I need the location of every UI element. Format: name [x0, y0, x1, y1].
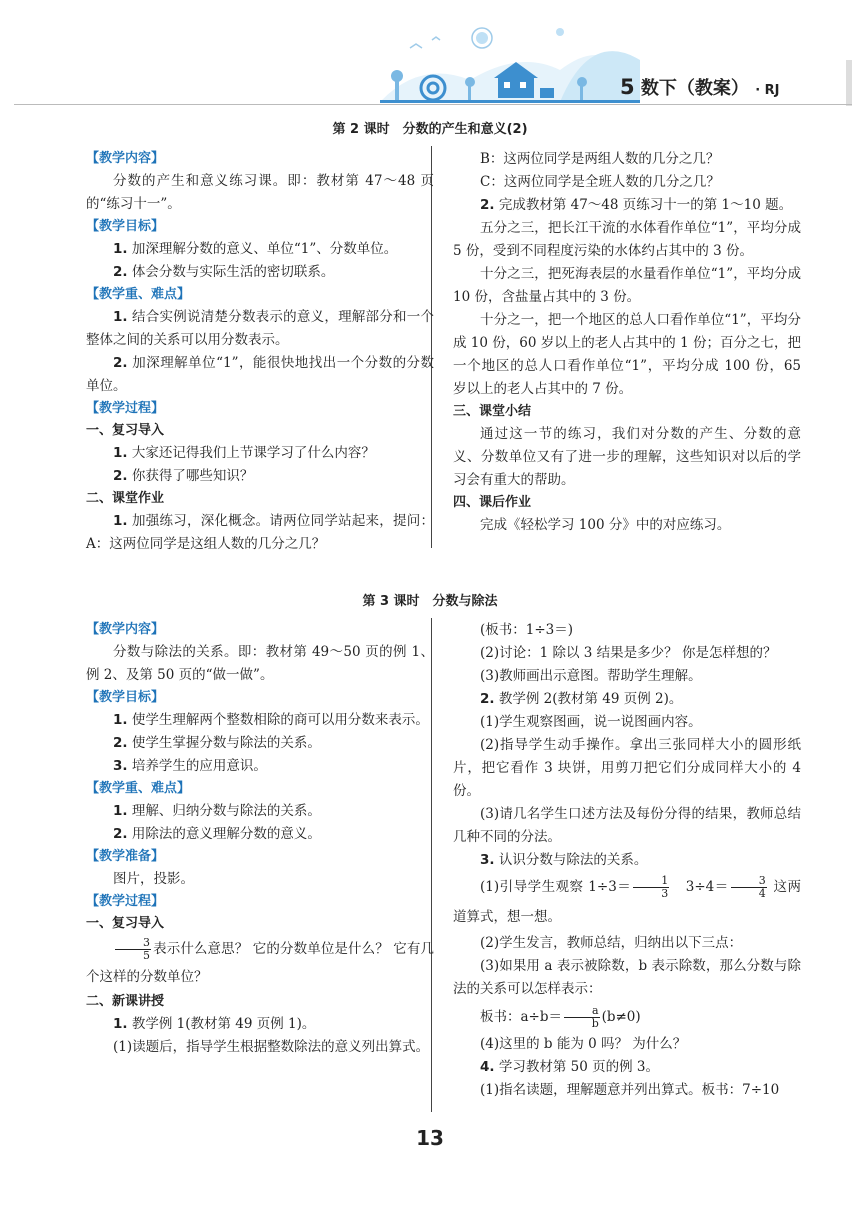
lesson3-formula: 板书：a÷b＝ $\frac{a}{b}$ (b≠0): [480, 1004, 641, 1030]
fraction-a-over-b: $\frac{a}{b}$: [564, 1005, 600, 1030]
lesson3-example-1-step-1: (1)读题后，指导学生根据整数除法的意义列出算式。: [113, 1039, 430, 1055]
page-number: 13: [416, 1126, 444, 1150]
lesson3-tag-process: 【教学过程】: [86, 894, 165, 909]
lesson2-summary-text: 通过这一节的练习，我们对分数的产生、分数的意义、分数单位又有了进一步的理解，这些知识对以后的学习会有重大的帮助。: [453, 426, 801, 488]
lesson2-review-1: 1. 大家还记得我们上节课学习了什么内容？: [113, 445, 375, 461]
lesson2-goal-2: 2. 体会分数与实际生活的密切联系。: [113, 264, 335, 280]
lesson3-tag-prep: 【教学准备】: [86, 849, 165, 864]
lesson2-right-column: [453, 148, 801, 537]
lesson3-section-new: 二、新课讲授: [86, 994, 165, 1009]
lesson3-section-review: 一、复习导入: [86, 916, 165, 931]
edition-suffix: · RJ: [755, 83, 780, 98]
lesson3-board-1: (板书：1÷3＝): [480, 622, 574, 638]
page-header: [0, 0, 860, 112]
lesson2-answer-2: 十分之三，把死海表层的水量看作单位“1”，平均分成 10 份，含盐量占其中的 3 份。: [453, 266, 801, 305]
lesson3-relation-step-2: (2)学生发言，教师总结，归纳出以下三点：: [480, 935, 743, 951]
header-rule: [14, 104, 852, 105]
lesson3-relation-step-4: (4)这里的 b 能为 0 吗？ 为什么？: [480, 1036, 687, 1052]
lesson3-example-2: 2. 教学例 2(教材第 49 页例 2)。: [480, 691, 683, 707]
lesson2-goal-1: 1. 加深理解分数的意义、单位“1”、分数单位。: [113, 241, 398, 257]
lesson3-left-column: [86, 619, 434, 1059]
lesson3-observe-equations: (1)引导学生观察 1÷3＝ $\frac{1}{3}$ 3÷4＝ $\frac{3}{4}$ 这两道算式，想一想。: [453, 874, 802, 925]
lesson2-review-2: 2. 你获得了哪些知识？: [113, 468, 254, 484]
lesson2-tag-goals: 【教学目标】: [86, 219, 165, 234]
lesson3-discuss: (2)讨论：1 除以 3 结果是多少？ 你是怎样想的？: [480, 645, 777, 661]
lesson3-example-1: 1. 教学例 1(教材第 49 页例 1)。: [113, 1016, 316, 1032]
lesson2-section-homework: 四、课后作业: [453, 495, 532, 510]
lesson3-relation-step-3: (3)如果用 a 表示被除数，b 表示除数，那么分数与除法的关系可以怎样表示：: [453, 958, 801, 997]
lesson2-section-classwork: 二、课堂作业: [86, 491, 165, 506]
lesson2-tag-key: 【教学重、难点】: [86, 287, 191, 302]
lesson2-section-summary: 三、课堂小结: [453, 404, 532, 419]
lesson3-prep-text: 图片，投影。: [113, 871, 194, 887]
book-edition-label: [620, 74, 780, 100]
lesson3-example-3: 4. 学习教材第 50 页的例 3。: [480, 1059, 659, 1075]
lesson2-key-1: 1. 结合实例说清楚分数表示的意义，理解部分和一个整体之间的关系可以用分数表示。: [86, 309, 434, 348]
lesson2-question-b: B：这两位同学是两组人数的几分之几？: [480, 151, 720, 167]
lesson3-content-text: 分数与除法的关系。即：教材第 49～50 页的例 1、例 2、及第 50 页的“做一做”。: [86, 644, 434, 683]
lesson3-diagram-step: (3)教师画出示意图。帮助学生理解。: [480, 668, 702, 684]
lesson3-review-text: $\frac{3}{5}$ 表示什么意思？ 它的分数单位是什么？ 它有几个这样的分数单位？: [86, 936, 434, 985]
lesson2-classwork-1: 1. 加强练习，深化概念。请两位同学站起来，提问：A：这两位同学是这组人数的几分之几？: [86, 513, 434, 552]
lesson2-tag-content: 【教学内容】: [86, 151, 165, 166]
lesson3-key-2: 2. 用除法的意义理解分数的意义。: [113, 826, 321, 842]
fraction-one-third: $\frac{1}{3}$: [633, 875, 669, 900]
lesson2-homework-text: 完成《轻松学习 100 分》中的对应练习。: [480, 517, 731, 533]
lesson3-relation-heading: 3. 认识分数与除法的关系。: [480, 852, 648, 868]
fraction-three-quarters: $\frac{3}{4}$: [731, 875, 767, 900]
lesson3-right-column: [453, 619, 801, 1102]
lesson3-tag-content: 【教学内容】: [86, 622, 165, 637]
lesson3-title: 第 3 课时 分数与除法: [362, 594, 498, 609]
lesson3-goal-2: 2. 使学生掌握分数与除法的关系。: [113, 735, 321, 751]
lesson3-key-1: 1. 理解、归纳分数与除法的关系。: [113, 803, 321, 819]
lesson3-example-3-step-1: (1)指名读题，理解题意并列出算式。板书：7÷10: [480, 1082, 780, 1098]
lesson3-goal-1: 1. 使学生理解两个整数相除的商可以用分数来表示。: [113, 712, 429, 728]
lesson3-example-2-step-1: (1)学生观察图画，说一说图画内容。: [480, 714, 702, 730]
lesson2-answer-1: 五分之三，把长江干流的水体看作单位“1”，平均分成 5 份，受到不同程度污染的水体约占其中的 3 份。: [453, 220, 801, 259]
fraction-three-fifths: $\frac{3}{5}$: [115, 937, 151, 962]
lesson3-goal-3: 3. 培养学生的应用意识。: [113, 758, 267, 774]
lesson2-left-column: [86, 148, 434, 556]
lesson2-question-c: C：这两位同学是全班人数的几分之几？: [480, 174, 720, 190]
lesson2-answer-3: 十分之一，把一个地区的总人口看作单位“1”，平均分成 10 份，60 岁以上的老人占其中的 1 份；百分之七，把一个地区的总人口看作单位“1”，平均分成 100 份，65 岁以上的老人占其中的 7 份。: [453, 312, 801, 397]
lesson2-section-review: 一、复习导入: [86, 423, 165, 438]
lesson3-tag-goals: 【教学目标】: [86, 690, 165, 705]
lesson3-example-2-step-3: (3)请几名学生口述方法及每份分得的结果，教师总结几种不同的分法。: [453, 806, 801, 845]
lesson3-tag-key: 【教学重、难点】: [86, 781, 191, 796]
lesson2-tag-process: 【教学过程】: [86, 401, 165, 416]
lesson2-content-text: 分数的产生和意义练习课。即：教材第 47～48 页的“练习十一”。: [86, 173, 434, 212]
lesson2-key-2: 2. 加深理解单位“1”，能很快地找出一个分数的分数单位。: [86, 355, 434, 394]
lesson2-title: 第 2 课时 分数的产生和意义(2): [332, 122, 528, 137]
header-edge-shadow: [846, 60, 852, 106]
edition-grade-number: 5: [620, 75, 635, 99]
edition-text: 数下（教案）: [634, 78, 749, 99]
lesson3-example-2-step-2: (2)指导学生动手操作。拿出三张同样大小的圆形纸片，把它看作 3 块饼，用剪刀把它们分成同样大小的 4 份。: [453, 737, 801, 799]
lesson2-classwork-2: 2. 完成教材第 47～48 页练习十一的第 1～10 题。: [480, 197, 793, 213]
